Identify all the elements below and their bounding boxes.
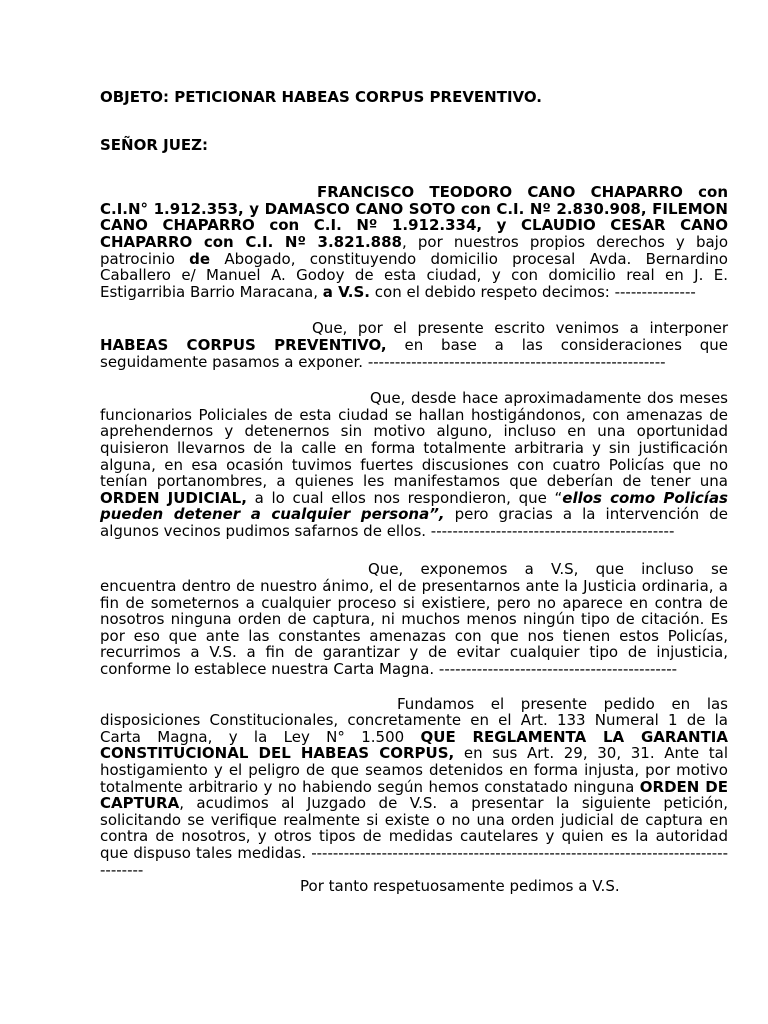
p1-text-a: , por nuestros propios derechos y bajo patrocinio	[100, 232, 729, 268]
paragraph-exposition	[100, 561, 728, 677]
p1-bold-vs: a V.S.	[322, 282, 371, 301]
p1-text-b: Abogado, constituyendo domicilio procesal Avda. Bernardino Caballero e/ Manuel A. Godoy de esta ciudad, y con domicilio real en J. E. Estigarribia Barrio Maracana,	[100, 249, 728, 301]
paragraph-interpose	[100, 320, 728, 370]
p5-text-c: , acudimos al Juzgado de V.S. a presentar la siguiente petición, solicitando se verifique realmente si existe o no una orden judicial de captura en contra de nosotros, y otros tipos de medidas cautelares y quien es la autoridad que dispuso tales medidas. -------------------------------------------------------------------------------------	[100, 794, 728, 879]
closing-text: Por tanto respetuosamente pedimos a V.S.	[300, 877, 620, 896]
paragraph-facts	[100, 390, 728, 539]
p3-quote: ellos como Policías pueden detener a cualquier persona”,	[100, 488, 728, 524]
p3-bold-orden-judicial: ORDEN JUDICIAL,	[100, 488, 247, 507]
salutation: SEÑOR JUEZ:	[100, 135, 209, 154]
p3-text-a: Que, desde hace aproximadamente dos meses funcionarios Policiales de esta ciudad se hallan hostigándonos, con amenazas de aprehendernos y detenernos sin motivo alguno, incluso en una oportunidad quisieron llevarnos de la calle en forma totalmente arbitraria y sin justificación alguna, en esa ocasión tuvimos fuertes discusiones con cuatro Policías que no tenían portanombres, a quienes les manifestamos que deberían de tener una	[100, 389, 728, 491]
p1-text-c: con el debido respeto decimos: ---------------	[370, 282, 696, 301]
closing-line	[100, 878, 728, 895]
paragraph-legal-basis	[100, 696, 728, 879]
p3-text-c: pero gracias a la intervención de algunos vecinos pudimos safarnos de ellos. ---------------------------------------------	[100, 505, 729, 540]
p2-text-b: en base a las consideraciones que seguidamente pasamos a exponer. -------------------------------------------------------	[100, 335, 728, 371]
paragraph-petitioners	[100, 184, 728, 300]
document-page	[100, 85, 728, 895]
p3-text-b: a lo cual ellos nos respondieron, que “	[246, 488, 563, 507]
petitioner-names: FRANCISCO TEODORO CANO CHAPARRO con C.I.N° 1.912.353, y DAMASCO CANO SOTO con C.I. Nº 2.830.908, FILEMON CANO CHAPARRO con C.I. Nº 1.912.334, y CLAUDIO CESAR CANO CHAPARRO con C.I. Nº 3.821.888	[100, 183, 728, 251]
p5-bold-orden-captura: ORDEN DE CAPTURA	[100, 777, 728, 813]
p2-text-a: Que, por el presente escrito venimos a interponer	[312, 319, 728, 338]
p5-text-b: en sus Art. 29, 30, 31. Ante tal hostigamiento y el peligro de que seamos detenidos en forma injusta, por motivo totalmente arbitrario y no habiendo según hemos constatado ninguna	[100, 744, 728, 796]
p5-text-a: Fundamos el presente pedido en las disposiciones Constitucionales, concretamente en el Art. 133 Numeral 1 de la Carta Magna, y la Ley N° 1.500	[100, 694, 728, 746]
p5-bold-law: QUE REGLAMENTA LA GARANTIA CONSTITUCIONAL DEL HABEAS CORPUS,	[100, 727, 728, 763]
subject-heading: OBJETO: PETICIONAR HABEAS CORPUS PREVENTIVO.	[100, 88, 543, 106]
p1-bold-de: de	[189, 249, 211, 268]
p2-bold: HABEAS CORPUS PREVENTIVO,	[100, 335, 387, 354]
p4-text: Que, exponemos a V.S, que incluso se encuentra dentro de nuestro ánimo, el de presentarnos ante la Justicia ordinaria, a fin de someternos a cualquier proceso si existiere, pero no aparece en contra de nosotros ninguna orden de captura, ni muchos menos ningún tipo de citación. Es por eso que ante las constantes amenazas con que nos tienen estos Policías, recurrimos a V.S. a fin de garantizar y de evitar cualquier tipo de injusticia, conforme lo establece nuestra Carta Magna. --------------------------------------------	[100, 560, 728, 679]
